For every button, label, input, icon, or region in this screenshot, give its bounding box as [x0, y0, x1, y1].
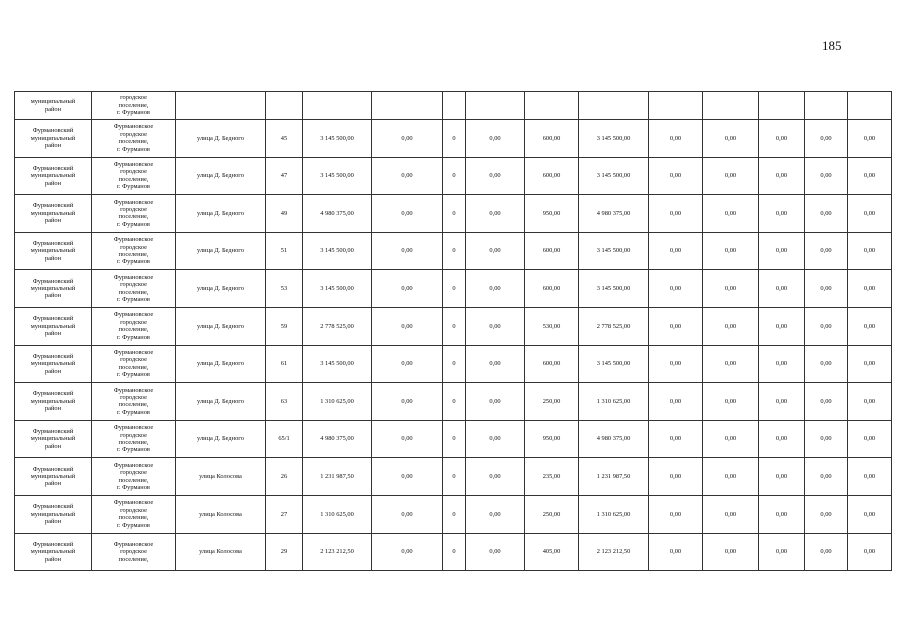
cell-value-c7: 0,00: [649, 195, 703, 233]
cell-district: [15, 383, 92, 421]
cell-value-c4: 0,00: [466, 495, 525, 533]
cell-house-number: 29: [266, 533, 303, 571]
cell-value-c6: 2 778 525,00: [579, 307, 649, 345]
cell-value-c11: 0,00: [848, 383, 892, 421]
table-row: [15, 157, 892, 195]
cell-value-c8: 0,00: [703, 345, 759, 383]
settlement-line: г. Фурманов: [117, 145, 150, 153]
settlement-line: г. Фурманов: [117, 521, 150, 529]
cell-value-c3: 0: [443, 495, 466, 533]
cell-value-c6: 3 145 500,00: [579, 270, 649, 308]
table-row: [15, 270, 892, 308]
district-line: район: [44, 254, 62, 262]
cell-value-c6: 2 123 212,50: [579, 533, 649, 571]
cell-value-c1: 2 778 525,00: [303, 307, 372, 345]
district-line: муниципальный: [30, 134, 76, 142]
cell-settlement: [92, 270, 176, 308]
cell-value-c9: 0,00: [759, 420, 805, 458]
cell-street: улица Д. Бедного: [176, 383, 266, 421]
cell-value-c9: 0,00: [759, 195, 805, 233]
district-line: Фурмановский: [32, 503, 74, 511]
cell-house-number: 27: [266, 495, 303, 533]
cell-value-c1: 1 231 987,50: [303, 458, 372, 496]
cell-value-c7: 0,00: [649, 232, 703, 270]
cell-value-c7: 0,00: [649, 270, 703, 308]
cell-value-c8: 0,00: [703, 458, 759, 496]
district-line: Фурмановский: [32, 390, 74, 398]
cell-district: [15, 495, 92, 533]
district-line: муниципальный: [30, 548, 76, 556]
settlement-line: городское: [120, 130, 147, 138]
cell-value-c2: 0,00: [372, 232, 443, 270]
cell-district: [15, 533, 92, 571]
cell-value-c2: 0,00: [372, 120, 443, 158]
cell-district: [15, 157, 92, 195]
cell-settlement: [92, 533, 176, 571]
cell-value-c8: 0,00: [703, 420, 759, 458]
settlement-line: г. Фурманов: [117, 258, 150, 266]
district-line: район: [44, 142, 62, 149]
settlement-line: городское: [120, 506, 147, 514]
district-line: район: [44, 367, 62, 375]
cell-value-c10: 0,00: [805, 232, 848, 270]
cell-street: улица Колосова: [176, 495, 266, 533]
cell-value-c1: 1 310 625,00: [303, 383, 372, 421]
cell-empty: [466, 92, 525, 120]
settlement-line: Фурмановское: [113, 349, 154, 357]
settlement-line: г. Фурманов: [117, 183, 150, 191]
cell-value-c3: 0: [443, 232, 466, 270]
district-line: Фурмановский: [32, 465, 74, 473]
settlement-line: поселение,: [118, 213, 149, 221]
table-row: [15, 533, 892, 571]
district-line: муниципальный: [30, 510, 76, 518]
cell-value-c11: 0,00: [848, 533, 892, 571]
cell-value-c10: 0,00: [805, 345, 848, 383]
cell-value-c1: 2 123 212,50: [303, 533, 372, 571]
cell-district: [15, 195, 92, 233]
cell-value-c9: 0,00: [759, 458, 805, 496]
cell-settlement: [92, 307, 176, 345]
district-line: муниципальный: [30, 322, 76, 330]
settlement-line: городское: [120, 431, 147, 439]
settlement-line: Фурмановское: [113, 236, 154, 244]
cell-value-c10: 0,00: [805, 458, 848, 496]
cell-value-c4: 0,00: [466, 458, 525, 496]
settlement-line: поселение,: [118, 476, 149, 484]
settlement-line: городское: [120, 548, 147, 556]
settlement-line: Фурмановское: [113, 161, 154, 169]
cell-settlement: [92, 92, 176, 120]
cell-empty: [443, 92, 466, 120]
cell-district: [15, 420, 92, 458]
cell-value-c2: 0,00: [372, 270, 443, 308]
cell-value-c2: 0,00: [372, 345, 443, 383]
cell-empty: [372, 92, 443, 120]
settlement-line: Фурмановское: [113, 424, 154, 432]
cell-value-c1: 3 145 500,00: [303, 270, 372, 308]
cell-value-c9: 0,00: [759, 383, 805, 421]
table-row: [15, 120, 892, 158]
settlement-line: Фурмановское: [113, 386, 154, 394]
cell-value-c5: 600,00: [525, 120, 579, 158]
cell-value-c6: 4 980 375,00: [579, 420, 649, 458]
cell-value-c9: 0,00: [759, 270, 805, 308]
cell-value-c2: 0,00: [372, 307, 443, 345]
cell-value-c5: 250,00: [525, 383, 579, 421]
district-line: муниципальный: [30, 472, 76, 480]
cell-district: [15, 92, 92, 120]
district-line: район: [44, 179, 62, 187]
district-line: Фурмановский: [32, 540, 74, 548]
cell-value-c11: 0,00: [848, 495, 892, 533]
cell-value-c10: 0,00: [805, 157, 848, 195]
cell-value-c8: 0,00: [703, 307, 759, 345]
cell-value-c6: 3 145 500,00: [579, 120, 649, 158]
settlement-line: поселение,: [118, 439, 149, 447]
settlement-line: городское: [120, 243, 147, 251]
cell-value-c1: 3 145 500,00: [303, 232, 372, 270]
cell-value-c11: 0,00: [848, 232, 892, 270]
cell-value-c5: 950,00: [525, 420, 579, 458]
district-line: муниципальный: [30, 360, 76, 368]
cell-value-c11: 0,00: [848, 270, 892, 308]
cell-value-c4: 0,00: [466, 120, 525, 158]
settlement-line: поселение,: [118, 363, 149, 371]
cell-empty: [848, 92, 892, 120]
cell-street: улица Д. Бедного: [176, 157, 266, 195]
settlement-line: городское: [120, 318, 147, 326]
settlement-line: городское: [120, 206, 147, 214]
cell-value-c5: 600,00: [525, 270, 579, 308]
settlement-line: г. Фурманов: [117, 371, 150, 379]
cell-value-c11: 0,00: [848, 345, 892, 383]
cell-value-c3: 0: [443, 157, 466, 195]
cell-value-c9: 0,00: [759, 345, 805, 383]
cell-value-c5: 950,00: [525, 195, 579, 233]
cell-value-c5: 600,00: [525, 157, 579, 195]
cell-district: [15, 307, 92, 345]
cell-value-c10: 0,00: [805, 420, 848, 458]
cell-value-c8: 0,00: [703, 232, 759, 270]
cell-value-c3: 0: [443, 458, 466, 496]
cell-value-c5: 530,00: [525, 307, 579, 345]
cell-value-c2: 0,00: [372, 495, 443, 533]
cell-value-c2: 0,00: [372, 195, 443, 233]
settlement-line: поселение,: [118, 401, 149, 409]
district-line: Фурмановский: [32, 315, 74, 323]
settlement-line: городское: [120, 356, 147, 364]
cell-street: улица Д. Бедного: [176, 345, 266, 383]
cell-district: [15, 120, 92, 158]
cell-value-c6: 1 310 625,00: [579, 495, 649, 533]
cell-empty: [266, 92, 303, 120]
district-line: Фурмановский: [32, 239, 74, 247]
cell-value-c5: 250,00: [525, 495, 579, 533]
table-row: [15, 495, 892, 533]
housing-data-table: [14, 91, 892, 571]
cell-empty: [759, 92, 805, 120]
table-row: [15, 345, 892, 383]
cell-value-c6: 3 145 500,00: [579, 232, 649, 270]
settlement-line: Фурмановское: [113, 499, 154, 507]
cell-value-c7: 0,00: [649, 420, 703, 458]
cell-value-c7: 0,00: [649, 495, 703, 533]
page-number: 185: [822, 38, 842, 53]
cell-value-c7: 0,00: [649, 533, 703, 571]
settlement-line: поселение,: [118, 555, 149, 563]
cell-street: улица Д. Бедного: [176, 420, 266, 458]
settlement-line: городское: [120, 281, 147, 289]
district-line: муниципальный: [30, 247, 76, 255]
settlement-line: поселение,: [118, 514, 149, 522]
district-line: муниципальный: [30, 98, 76, 106]
cell-house-number: 45: [266, 120, 303, 158]
cell-value-c7: 0,00: [649, 307, 703, 345]
cell-value-c4: 0,00: [466, 270, 525, 308]
settlement-line: поселение,: [118, 138, 149, 146]
settlement-line: Фурмановское: [113, 540, 154, 548]
cell-street: улица Д. Бедного: [176, 120, 266, 158]
cell-settlement: [92, 420, 176, 458]
district-line: район: [44, 442, 62, 450]
table-row-continued: [15, 92, 892, 120]
cell-empty: [525, 92, 579, 120]
table-row: [15, 232, 892, 270]
cell-value-c9: 0,00: [759, 533, 805, 571]
cell-value-c6: 3 145 500,00: [579, 345, 649, 383]
cell-value-c5: 235,00: [525, 458, 579, 496]
cell-value-c7: 0,00: [649, 458, 703, 496]
cell-district: [15, 458, 92, 496]
table-row: [15, 383, 892, 421]
district-line: муниципальный: [30, 172, 76, 180]
cell-value-c8: 0,00: [703, 383, 759, 421]
cell-value-c3: 0: [443, 307, 466, 345]
settlement-line: г. Фурманов: [117, 296, 150, 304]
district-line: муниципальный: [30, 209, 76, 217]
table-row: [15, 420, 892, 458]
cell-settlement: [92, 458, 176, 496]
district-line: Фурмановский: [32, 127, 74, 135]
table-row: [15, 307, 892, 345]
cell-house-number: 63: [266, 383, 303, 421]
district-line: район: [44, 517, 62, 525]
cell-value-c1: 3 145 500,00: [303, 157, 372, 195]
table-row: [15, 458, 892, 496]
cell-value-c5: 600,00: [525, 232, 579, 270]
cell-value-c3: 0: [443, 420, 466, 458]
cell-value-c11: 0,00: [848, 420, 892, 458]
settlement-line: городское: [120, 168, 147, 176]
district-line: район: [44, 329, 62, 337]
cell-empty: [649, 92, 703, 120]
cell-value-c7: 0,00: [649, 120, 703, 158]
cell-value-c4: 0,00: [466, 232, 525, 270]
cell-value-c10: 0,00: [805, 533, 848, 571]
cell-value-c3: 0: [443, 195, 466, 233]
cell-value-c4: 0,00: [466, 533, 525, 571]
district-line: район: [44, 217, 62, 225]
cell-value-c3: 0: [443, 383, 466, 421]
cell-house-number: 51: [266, 232, 303, 270]
cell-street: улица Д. Бедного: [176, 232, 266, 270]
district-line: Фурмановский: [32, 427, 74, 435]
cell-district: [15, 345, 92, 383]
cell-value-c2: 0,00: [372, 533, 443, 571]
cell-value-c4: 0,00: [466, 345, 525, 383]
cell-value-c4: 0,00: [466, 307, 525, 345]
cell-house-number: 65/1: [266, 420, 303, 458]
cell-settlement: [92, 232, 176, 270]
cell-value-c10: 0,00: [805, 270, 848, 308]
cell-empty: [703, 92, 759, 120]
cell-value-c1: 4 980 375,00: [303, 195, 372, 233]
cell-value-c4: 0,00: [466, 195, 525, 233]
settlement-line: городское: [120, 394, 147, 402]
cell-house-number: 26: [266, 458, 303, 496]
cell-value-c7: 0,00: [649, 157, 703, 195]
settlement-line: поселение,: [118, 175, 149, 183]
cell-value-c11: 0,00: [848, 458, 892, 496]
cell-value-c7: 0,00: [649, 383, 703, 421]
cell-value-c1: 1 310 625,00: [303, 495, 372, 533]
settlement-line: Фурмановское: [113, 311, 154, 319]
cell-value-c1: 3 145 500,00: [303, 345, 372, 383]
settlement-line: Фурмановское: [113, 123, 154, 131]
cell-value-c11: 0,00: [848, 307, 892, 345]
settlement-line: г. Фурманов: [117, 446, 150, 454]
cell-street: улица Д. Бедного: [176, 270, 266, 308]
cell-street: улица Колосова: [176, 533, 266, 571]
cell-value-c5: 600,00: [525, 345, 579, 383]
district-line: район: [44, 405, 62, 413]
district-line: муниципальный: [30, 397, 76, 405]
district-line: Фурмановский: [32, 352, 74, 360]
cell-empty: [579, 92, 649, 120]
cell-street: улица Д. Бедного: [176, 307, 266, 345]
cell-value-c7: 0,00: [649, 345, 703, 383]
cell-value-c8: 0,00: [703, 270, 759, 308]
cell-empty: [805, 92, 848, 120]
cell-district: [15, 270, 92, 308]
cell-value-c3: 0: [443, 120, 466, 158]
cell-house-number: 47: [266, 157, 303, 195]
settlement-line: поселение,: [118, 288, 149, 296]
cell-house-number: 59: [266, 307, 303, 345]
cell-empty: [303, 92, 372, 120]
cell-value-c10: 0,00: [805, 307, 848, 345]
cell-value-c4: 0,00: [466, 157, 525, 195]
settlement-line: Фурмановское: [113, 461, 154, 469]
district-line: район: [44, 105, 62, 113]
district-line: район: [44, 292, 62, 300]
settlement-line: поселение,: [118, 101, 149, 109]
settlement-line: поселение,: [118, 326, 149, 334]
settlement-line: городское: [120, 469, 147, 477]
cell-value-c6: 3 145 500,00: [579, 157, 649, 195]
cell-settlement: [92, 383, 176, 421]
cell-value-c11: 0,00: [848, 195, 892, 233]
cell-value-c2: 0,00: [372, 420, 443, 458]
cell-value-c10: 0,00: [805, 120, 848, 158]
cell-house-number: 61: [266, 345, 303, 383]
cell-value-c4: 0,00: [466, 383, 525, 421]
cell-value-c6: 1 310 625,00: [579, 383, 649, 421]
cell-district: [15, 232, 92, 270]
cell-settlement: [92, 157, 176, 195]
cell-value-c5: 405,00: [525, 533, 579, 571]
cell-value-c6: 4 980 375,00: [579, 195, 649, 233]
settlement-line: поселение,: [118, 251, 149, 259]
cell-value-c11: 0,00: [848, 120, 892, 158]
cell-value-c1: 4 980 375,00: [303, 420, 372, 458]
cell-settlement: [92, 495, 176, 533]
cell-value-c2: 0,00: [372, 458, 443, 496]
settlement-line: г. Фурманов: [117, 333, 150, 341]
settlement-line: г. Фурманов: [117, 484, 150, 492]
district-line: Фурмановский: [32, 202, 74, 210]
cell-value-c9: 0,00: [759, 232, 805, 270]
settlement-line: г. Фурманов: [117, 220, 150, 228]
cell-value-c8: 0,00: [703, 120, 759, 158]
cell-street: улица Д. Бедного: [176, 195, 266, 233]
cell-value-c10: 0,00: [805, 495, 848, 533]
cell-value-c6: 1 231 987,50: [579, 458, 649, 496]
cell-value-c11: 0,00: [848, 157, 892, 195]
district-line: Фурмановский: [32, 277, 74, 285]
cell-value-c9: 0,00: [759, 495, 805, 533]
district-line: район: [44, 555, 62, 563]
settlement-line: г. Фурманов: [117, 109, 150, 117]
cell-settlement: [92, 195, 176, 233]
cell-value-c10: 0,00: [805, 195, 848, 233]
cell-value-c4: 0,00: [466, 420, 525, 458]
settlement-line: городское: [120, 94, 147, 102]
settlement-line: г. Фурманов: [117, 408, 150, 416]
cell-value-c10: 0,00: [805, 383, 848, 421]
cell-value-c3: 0: [443, 345, 466, 383]
district-line: Фурмановский: [32, 164, 74, 172]
cell-value-c8: 0,00: [703, 533, 759, 571]
settlement-line: Фурмановское: [113, 198, 154, 206]
cell-house-number: 49: [266, 195, 303, 233]
cell-house-number: 53: [266, 270, 303, 308]
district-line: район: [44, 480, 62, 488]
cell-street: улица Колосова: [176, 458, 266, 496]
cell-value-c9: 0,00: [759, 120, 805, 158]
cell-value-c2: 0,00: [372, 157, 443, 195]
settlement-line: Фурмановское: [113, 273, 154, 281]
cell-value-c2: 0,00: [372, 383, 443, 421]
cell-value-c8: 0,00: [703, 195, 759, 233]
cell-settlement: [92, 345, 176, 383]
cell-empty: [176, 92, 266, 120]
cell-value-c9: 0,00: [759, 157, 805, 195]
cell-value-c9: 0,00: [759, 307, 805, 345]
cell-value-c3: 0: [443, 533, 466, 571]
district-line: муниципальный: [30, 284, 76, 292]
table-row: [15, 195, 892, 233]
cell-value-c1: 3 145 500,00: [303, 120, 372, 158]
cell-settlement: [92, 120, 176, 158]
district-line: муниципальный: [30, 435, 76, 443]
cell-value-c8: 0,00: [703, 157, 759, 195]
cell-value-c3: 0: [443, 270, 466, 308]
cell-value-c8: 0,00: [703, 495, 759, 533]
